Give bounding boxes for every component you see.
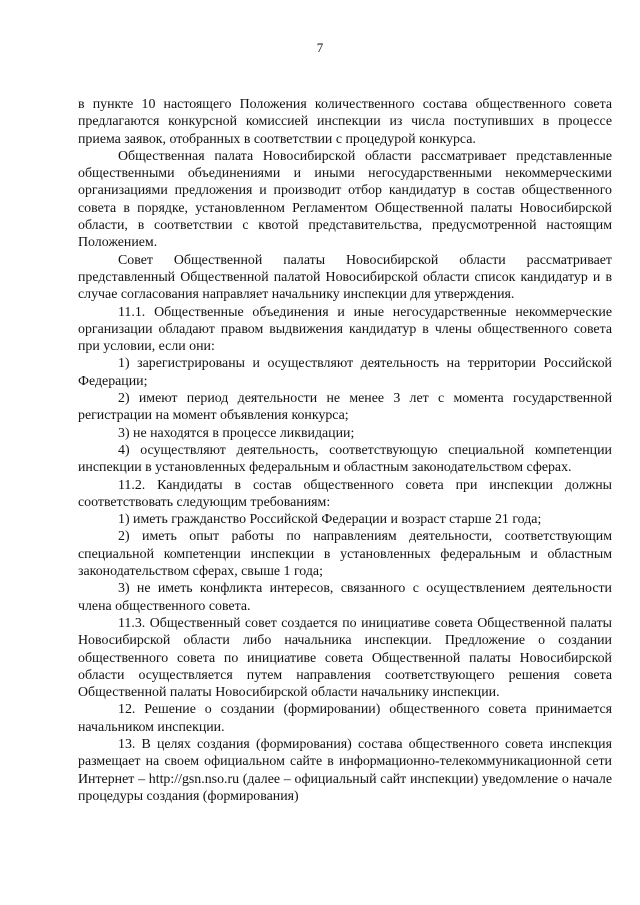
paragraph-public-chamber-review: Общественная палата Новосибирской области рассматривает представленные общественными объединениями и иными негосударственными некоммерческими организациями предложения и производит отбор кандидатур в состав общественного совета в порядке, установленном Регламентом Общественной палаты Новосибирской области, в соответствии с квотой представительства, предусмотренной настоящим Положением. [78, 148, 612, 251]
paragraph-12: 12. Решение о создании (формировании) общественного совета принимается начальником инспекции. [78, 702, 612, 735]
paragraph-13: 13. В целях создания (формирования) состава общественного совета инспекция размещает на своем официальном сайте в информационно-телекоммуникационной сети Интернет – http://gsn.nso.ru (далее – официальный сайт инспекции) уведомление о начале процедуры создания (формирования) [78, 736, 612, 804]
list-item-11-2-3: 3) не иметь конфликта интересов, связанного с осуществлением деятельности члена общественного совета. [78, 581, 612, 614]
list-item-11-2-2: 2) иметь опыт работы по направлениям деятельности, соответствующим специальной компетенции инспекции в установленных федеральным и областным законодательством сферах, свыше 1 года; [78, 529, 612, 580]
paragraph-11-1: 11.1. Общественные объединения и иные негосударственные некоммерческие организации обладают правом выдвижения кандидатур в члены общественного совета при условии, если они: [78, 304, 612, 355]
list-item-11-1-4: 4) осуществляют деятельность, соответствующую специальной компетенции инспекции в установленных федеральным и областным законодательством сферах. [78, 442, 612, 476]
list-item-11-2-1: 1) иметь гражданство Российской Федерации и возраст старше 21 года; [118, 512, 542, 528]
list-item-11-1-3: 3) не находятся в процессе ликвидации; [118, 425, 355, 441]
document-body [78, 96, 612, 805]
paragraph-continuation: в пункте 10 настоящего Положения количественного состава общественного совета предлагаются конкурсной комиссией инспекции из числа поступивших в процессе приема заявок, отобранных в соответствии с процедурой конкурса. [78, 97, 612, 147]
page-number: 7 [316, 40, 324, 55]
paragraph-11-3: 11.3. Общественный совет создается по инициативе совета Общественной палаты Новосибирской области либо начальника инспекции. Предложение о создании общественного совета по инициативе совета Общественной палаты Новосибирской области осуществляется путем направления соответствующего решения совета Общественной палаты Новосибирской области начальнику инспекции. [78, 615, 612, 701]
paragraph-council-approval: Совет Общественной палаты Новосибирской области рассматривает представленный Общественной палатой Новосибирской области список кандидатур и в случае согласования направляет начальнику инспекции для утверждения. [78, 252, 612, 303]
paragraph-11-2: 11.2. Кандидаты в состав общественного совета при инспекции должны соответствовать следующим требованиям: [78, 477, 612, 510]
list-item-11-1-2: 2) имеют период деятельности не менее 3 лет с момента государственной регистрации на момент объявления конкурса; [78, 391, 612, 424]
list-item-11-1-1: 1) зарегистрированы и осуществляют деятельность на территории Российской Федерации; [78, 356, 612, 389]
